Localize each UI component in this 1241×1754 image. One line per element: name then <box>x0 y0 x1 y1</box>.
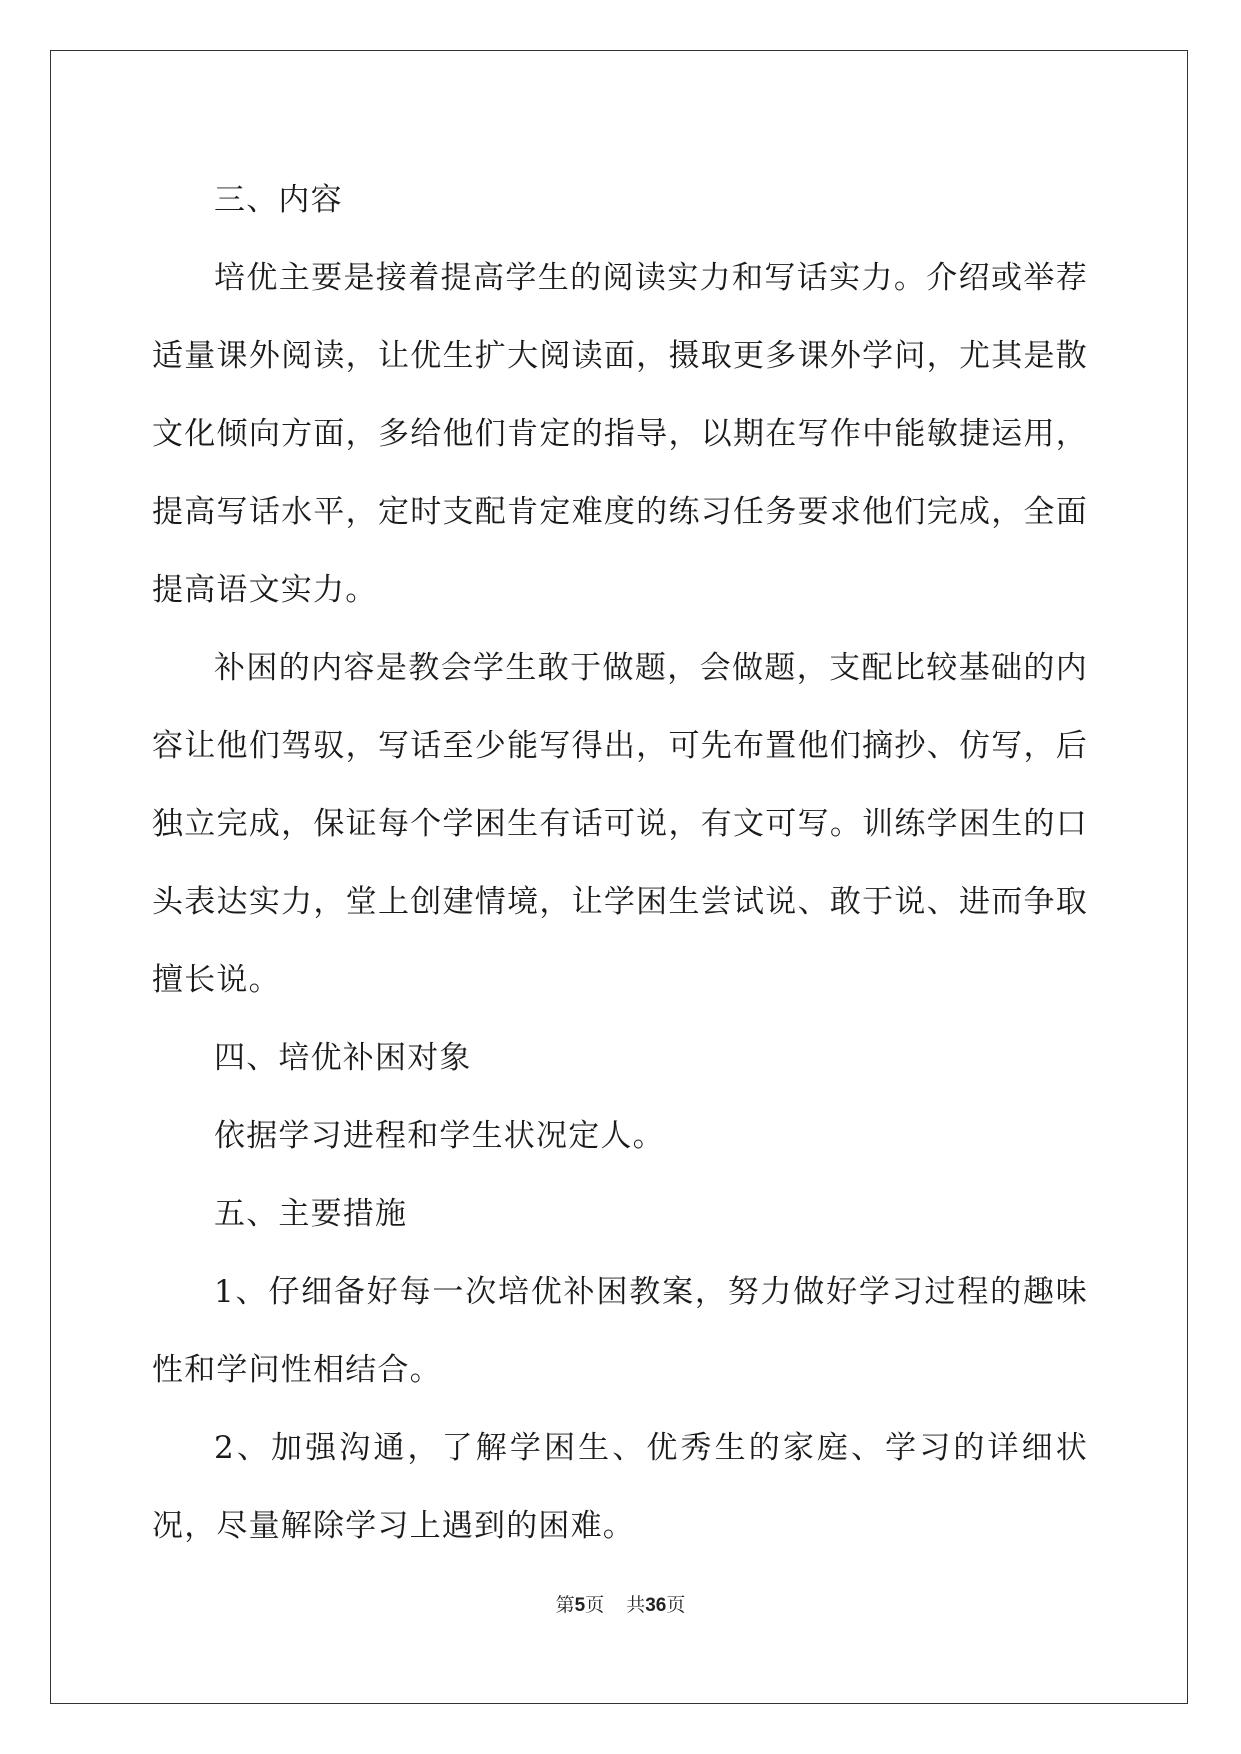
paragraph-gifted-students: 培优主要是接着提高学生的阅读实力和写话实力。介绍或举荐适量课外阅读，让优生扩大阅读面，摄取更多课外学问，尤其是散文化倾向方面，多给他们肯定的指导，以期在写作中能敏捷运用，提高写话水平，定时支配肯定难度的练习任务要求他们完成，全面提高语文实力。 <box>152 260 1088 608</box>
measure-item-1: 1、仔细备好每一次培优补困教案，努力做好学习过程的趣味性和学问性相结合。 <box>152 1274 1088 1388</box>
section-heading-targets: 四、培优补困对象 <box>214 1040 472 1076</box>
page-suffix: 页 <box>585 1594 605 1616</box>
page-number: 5 <box>574 1595 586 1616</box>
section-heading-measures: 五、主要措施 <box>214 1196 408 1232</box>
total-prefix: 共 <box>626 1594 646 1616</box>
document-body <box>152 161 1088 1565</box>
section-heading-content: 三、内容 <box>214 182 343 218</box>
page-prefix: 第 <box>555 1594 575 1616</box>
paragraph-targets: 依据学习进程和学生状况定人。 <box>214 1118 665 1154</box>
paragraph-struggling-students: 补困的内容是教会学生敢于做题，会做题，支配比较基础的内容让他们驾驭，写话至少能写得出，可先布置他们摘抄、仿写，后独立完成，保证每个学困生有话可说，有文可写。训练学困生的口头表达实力，堂上创建情境，让学困生尝试说、敢于说、进而争取擅长说。 <box>152 650 1088 998</box>
total-pages: 36 <box>645 1595 667 1616</box>
page-footer <box>0 1590 1241 1617</box>
measure-item-2: 2、加强沟通，了解学困生、优秀生的家庭、学习的详细状况，尽量解除学习上遇到的困难。 <box>152 1430 1088 1544</box>
total-suffix: 页 <box>666 1594 686 1616</box>
